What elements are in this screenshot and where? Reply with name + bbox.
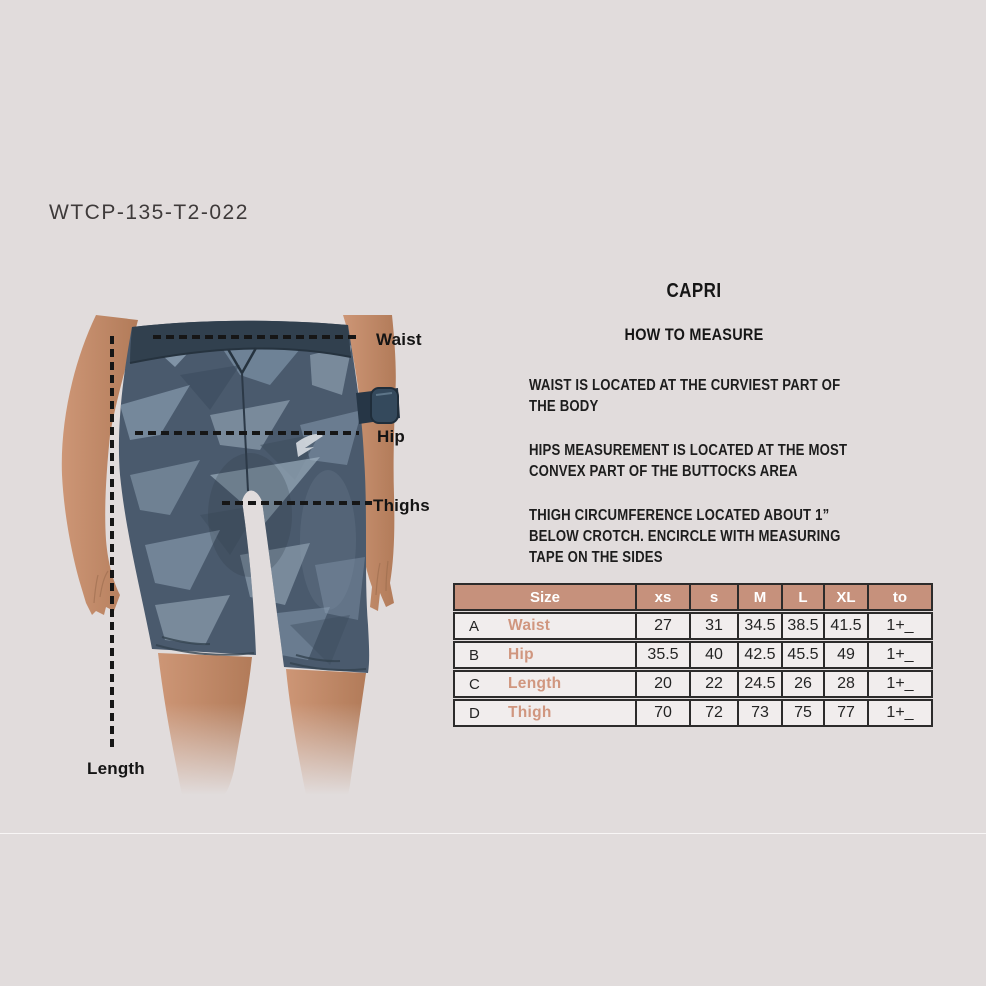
header-cell-m: M — [737, 585, 781, 609]
length-label: Length — [87, 759, 145, 778]
row-label: Length — [508, 675, 562, 692]
hip-line — [135, 431, 359, 435]
table-cell: 38.5 — [781, 614, 823, 638]
smartwatch — [356, 388, 400, 424]
table-cell: 26 — [781, 672, 823, 696]
table-cell: 40 — [689, 643, 737, 667]
row-letter: D — [469, 704, 480, 722]
header-cell-xs: xs — [635, 585, 689, 609]
table-cell: 77 — [823, 701, 867, 725]
table-cell: 28 — [823, 672, 867, 696]
table-cell: 49 — [823, 643, 867, 667]
table-cell: 70 — [635, 701, 689, 725]
row-label: Hip — [508, 646, 534, 663]
hip-label: Hip — [377, 427, 405, 446]
thighs-label: Thighs — [373, 496, 430, 515]
table-cell: 1+_ — [867, 614, 931, 638]
product-code: WTCP-135-T2-022 — [49, 201, 249, 224]
section-subtitle: HOW TO MEASURE — [624, 325, 764, 344]
header-cell-size: Size — [529, 588, 560, 606]
table-cell: 35.5 — [635, 643, 689, 667]
waist-instruction: WAIST IS LOCATED AT THE CURVIEST PART OF THE BODY — [529, 377, 841, 415]
row-label: Thigh — [508, 704, 552, 721]
length-line — [110, 336, 114, 750]
size-chart-table — [453, 583, 933, 727]
header-cell-to: to — [867, 585, 931, 609]
hip-instruction: HIPS MEASUREMENT IS LOCATED AT THE MOST CONVEX PART OF THE BUTTOCKS AREA — [529, 442, 848, 480]
table-cell: 22 — [689, 672, 737, 696]
table-cell: 24.5 — [737, 672, 781, 696]
table-cell: 41.5 — [823, 614, 867, 638]
table-cell: 45.5 — [781, 643, 823, 667]
table-cell: 75 — [781, 701, 823, 725]
table-row-waist — [453, 612, 933, 640]
table-cell: 27 — [635, 614, 689, 638]
row-letter: B — [469, 646, 480, 664]
table-cell: 31 — [689, 614, 737, 638]
page-title: CAPRI — [666, 280, 722, 302]
table-header-row — [453, 583, 933, 611]
row-label: Waist — [508, 617, 551, 634]
header-cell-xl: XL — [823, 585, 867, 609]
row-letter: C — [469, 675, 480, 693]
thighs-line — [222, 501, 372, 505]
thigh-instruction: THIGH CIRCUMFERENCE LOCATED ABOUT 1” BELOW CROTCH. ENCIRCLE WITH MEASURING TAPE ON THE SIDES — [529, 507, 841, 566]
waist-line — [153, 335, 361, 339]
waist-label: Waist — [376, 330, 422, 349]
header-cell-s: s — [689, 585, 737, 609]
page-divider — [0, 833, 986, 834]
table-row-thigh — [453, 699, 933, 727]
table-cell: 73 — [737, 701, 781, 725]
table-cell: 34.5 — [737, 614, 781, 638]
table-row-hip — [453, 641, 933, 669]
row-letter: A — [469, 617, 480, 635]
table-cell: 1+_ — [867, 643, 931, 667]
table-cell: 72 — [689, 701, 737, 725]
header-cell-l: L — [781, 585, 823, 609]
table-cell: 1+_ — [867, 701, 931, 725]
table-cell: 20 — [635, 672, 689, 696]
table-cell: 1+_ — [867, 672, 931, 696]
table-row-length — [453, 670, 933, 698]
how-to-measure-section — [455, 268, 933, 568]
table-cell: 42.5 — [737, 643, 781, 667]
